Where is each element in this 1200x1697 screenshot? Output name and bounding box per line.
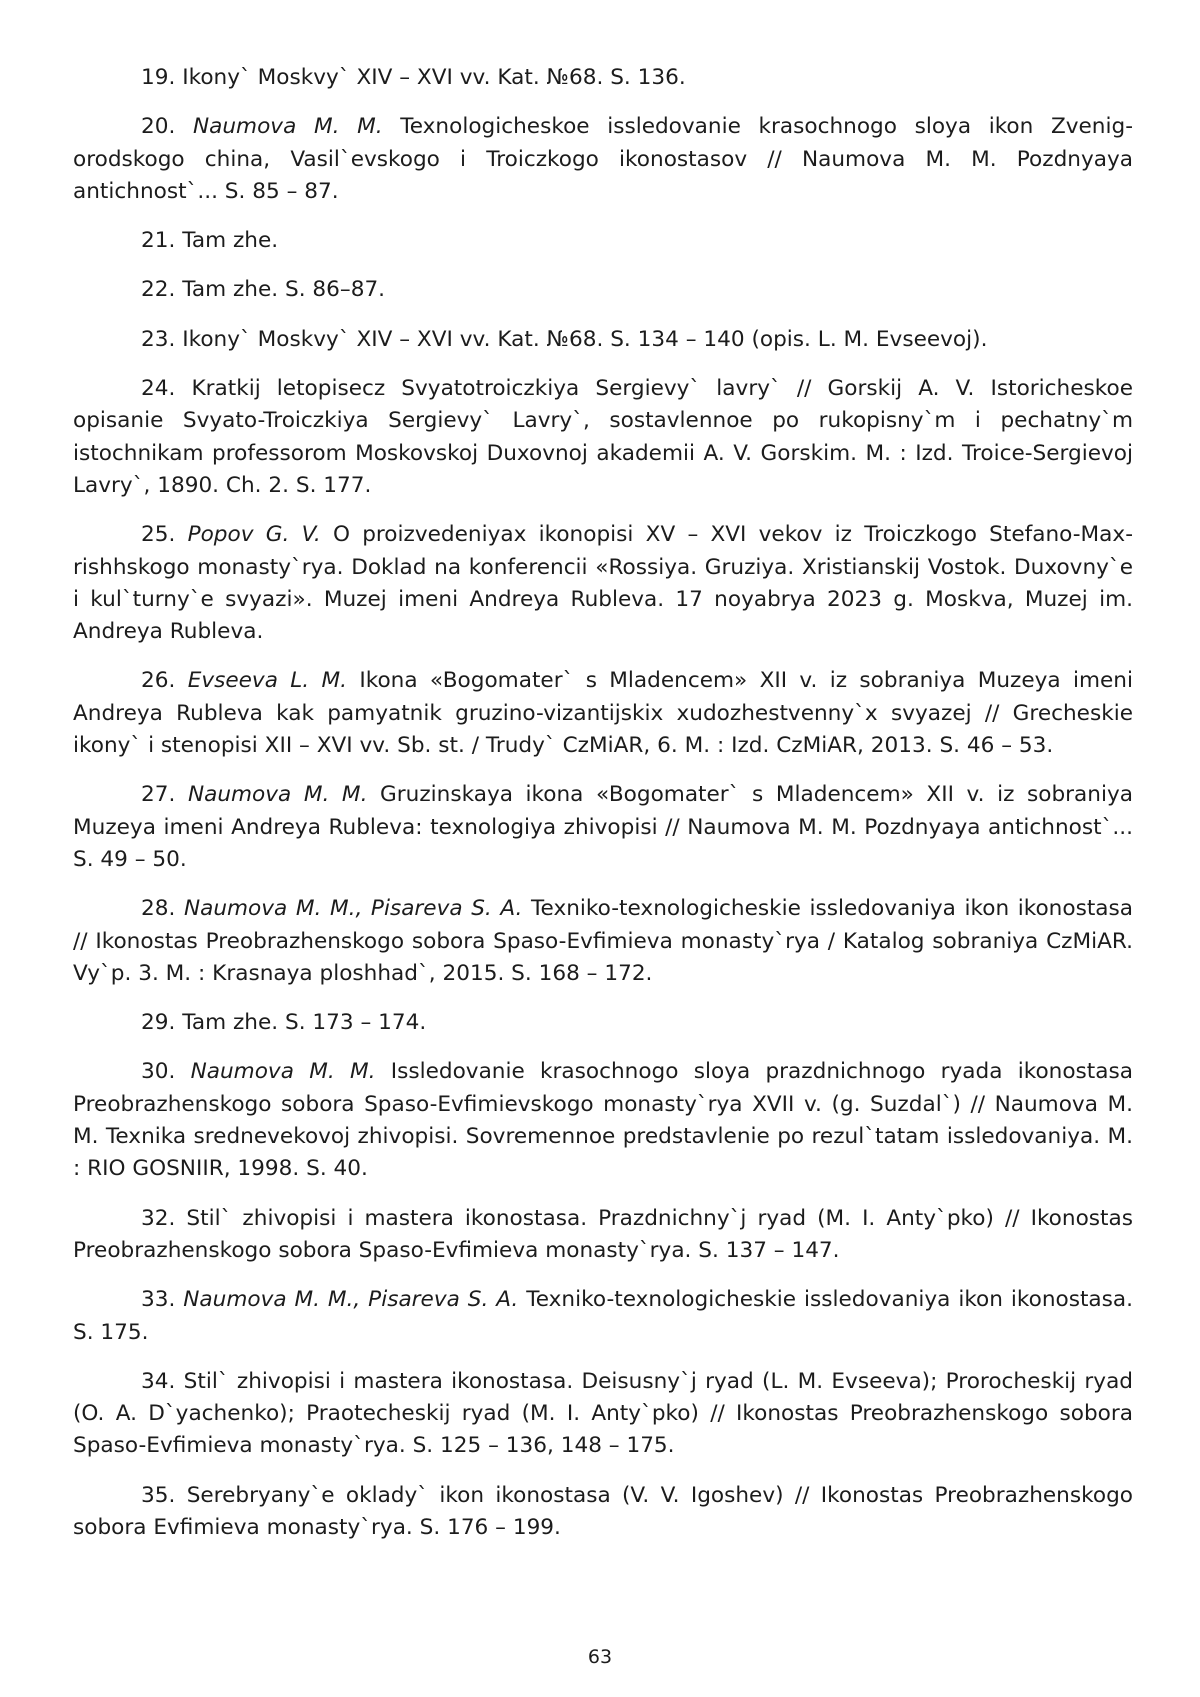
page-number: 63 xyxy=(587,1646,613,1668)
reference-30 xyxy=(73,1056,1133,1185)
reference-number: 22. xyxy=(141,277,176,303)
reference-text: Ikona «Bogomater` s Mladencem» XII v. iz sobraniya Muzeya imeni Andreya Rubleva kak pamyatnik gruzino-vizantijskix xudozhestvenny`x svyazej // Grecheskie ikony` i stenopisi XII – XVI vv. Sb. st. / Trudy` CzMiAR, 6. M. : Izd. CzMiAR, 2013. S. 46 – 53. xyxy=(73,668,1133,759)
reference-author: Evseeva L. M. xyxy=(187,668,347,694)
reference-number: 29. xyxy=(141,1010,176,1036)
reference-text: Issledovanie krasochnogo sloya prazdnichnogo ryada ikonostasa Preobrazhenskogo sobora Spaso-Evfimievskogo monasty`rya XVII v. (g. Suzdal`) // Naumova M. M. Texnika srednevekovoj zhivopisi. Sovremennoe predstavlenie po rezul`tatam issledovaniya. M. : RIO GOSNIIR, 1998. S. 40. xyxy=(73,1059,1133,1182)
reference-text: Stil` zhivopisi i mastera ikonostasa. Prazdnichny`j ryad (M. I. Anty`pko) // Ikonostas Preobrazhenskogo sobora Spaso-Evfimieva monasty`rya. S. 137 – 147. xyxy=(73,1205,1133,1263)
reference-number: 35. xyxy=(141,1482,176,1508)
reference-text: Texnologicheskoe issledovanie krasochnogo sloya ikon Zvenigorodskogo china, Vasil`evskogo i Troiczkogo ikonostasov // Naumova M. M. Pozdnyaya antichnost`... S. 85 – 87. xyxy=(73,114,1133,204)
reference-26 xyxy=(73,665,1133,762)
reference-21 xyxy=(73,225,1133,257)
reference-number: 23. xyxy=(141,326,176,352)
reference-number: 28. xyxy=(141,896,176,922)
reference-number: 30. xyxy=(141,1059,176,1085)
reference-28 xyxy=(73,893,1133,990)
reference-number: 20. xyxy=(141,114,176,140)
reference-number: 24. xyxy=(141,376,176,402)
reference-23 xyxy=(73,324,1133,356)
reference-number: 34. xyxy=(141,1368,176,1394)
reference-text: Ikony` Moskvy` XIV – XVI vv. Kat. №68. S. 136. xyxy=(182,65,686,90)
reference-20 xyxy=(73,111,1133,208)
reference-text: Serebryany`e oklady` ikon ikonostasa (V. V. Igoshev) // Ikonostas Preobrazhenskogo sobora Evfimieva monasty`rya. S. 176 – 199. xyxy=(73,1482,1133,1540)
reference-29 xyxy=(73,1007,1133,1039)
reference-author: Naumova M. M., Pisareva S. A. xyxy=(183,896,523,922)
reference-number: 19. xyxy=(141,65,176,90)
reference-34 xyxy=(73,1366,1133,1463)
reference-25 xyxy=(73,519,1133,648)
reference-author: Popov G. V. xyxy=(187,522,321,548)
reference-author: Naumova M. M., Pisareva S. A. xyxy=(183,1287,519,1313)
reference-text: Texniko-texnologicheskie issledovaniya ikon ikonostasa. S. 175. xyxy=(73,1287,1134,1345)
reference-text: Tam zhe. xyxy=(182,228,279,254)
reference-text: O proizvedeniyax ikonopisi XV – XVI vekov iz Troiczkogo Stefano-Maxrishhskogo monasty`rya. Doklad na konferencii «Rossiya. Gruziya. Xristianskij Vostok. Duxovny`e i kul`turny`e svyazi». Muzej imeni Andreya Rubleva. 17 noyabrya 2023 g. Moskva, Muzej im. Andreya Rubleva. xyxy=(73,522,1133,645)
reference-text: Kratkij letopisecz Svyatotroiczkiya Sergievy` lavry` // Gorskij A. V. Istoricheskoe opisanie Svyato-Troiczkiya Sergievy` Lavry`, sostavlennoe po rukopisny`m i pechatny`m istochnikam professorom Moskovskoj Duxovnoj akademii A. V. Gorskim. M. : Izd. Troice-Sergievoj Lavry`, 1890. Ch. 2. S. 177. xyxy=(73,376,1133,498)
reference-text: Tam zhe. S. 86–87. xyxy=(182,277,386,303)
reference-number: 26. xyxy=(141,668,176,694)
reference-33 xyxy=(73,1284,1133,1349)
references-list xyxy=(73,62,1133,1561)
reference-number: 27. xyxy=(141,782,176,808)
reference-number: 33. xyxy=(141,1287,176,1313)
reference-number: 21. xyxy=(141,228,176,254)
reference-author: Naumova M. M. xyxy=(187,782,368,808)
reference-32 xyxy=(73,1203,1133,1268)
reference-number: 32. xyxy=(141,1205,176,1231)
reference-text: Gruzinskaya ikona «Bogomater` s Mladencem» XII v. iz sobraniya Muzeya imeni Andreya Rubleva: texnologiya zhivopisi // Naumova M. M. Pozdnyaya antichnost`... S. 49 – 50. xyxy=(73,782,1133,872)
reference-35 xyxy=(73,1480,1133,1545)
reference-text: Tam zhe. S. 173 – 174. xyxy=(182,1010,427,1036)
reference-19 xyxy=(73,62,1133,94)
reference-author: Naumova M. M. xyxy=(192,114,383,140)
reference-text: Stil` zhivopisi i mastera ikonostasa. Deisusny`j ryad (L. M. Evseeva); Prorocheskij ryad (O. A. D`yachenko); Praotecheskij ryad (M. I. Anty`pko) // Ikonostas Preobrazhenskogo sobora Spaso-Evfimieva monasty`rya. S. 125 – 136, 148 – 175. xyxy=(73,1368,1134,1459)
reference-text: Ikony` Moskvy` XIV – XVI vv. Kat. №68. S. 134 – 140 (opis. L. M. Evseevoj). xyxy=(182,326,988,352)
reference-text: Texniko-texnologicheskie issledovaniya ikon ikonostasa // Ikonostas Preobrazhenskogo sobora Spaso-Evfimieva monasty`rya / Katalog sobraniya CzMiAR. Vy`p. 3. M. : Krasnaya ploshhad`, 2015. S. 168 – 172. xyxy=(73,896,1133,986)
reference-author: Naumova M. M. xyxy=(190,1059,376,1085)
reference-27 xyxy=(73,779,1133,876)
reference-24 xyxy=(73,373,1133,502)
reference-number: 25. xyxy=(141,522,176,548)
reference-22 xyxy=(73,274,1133,306)
